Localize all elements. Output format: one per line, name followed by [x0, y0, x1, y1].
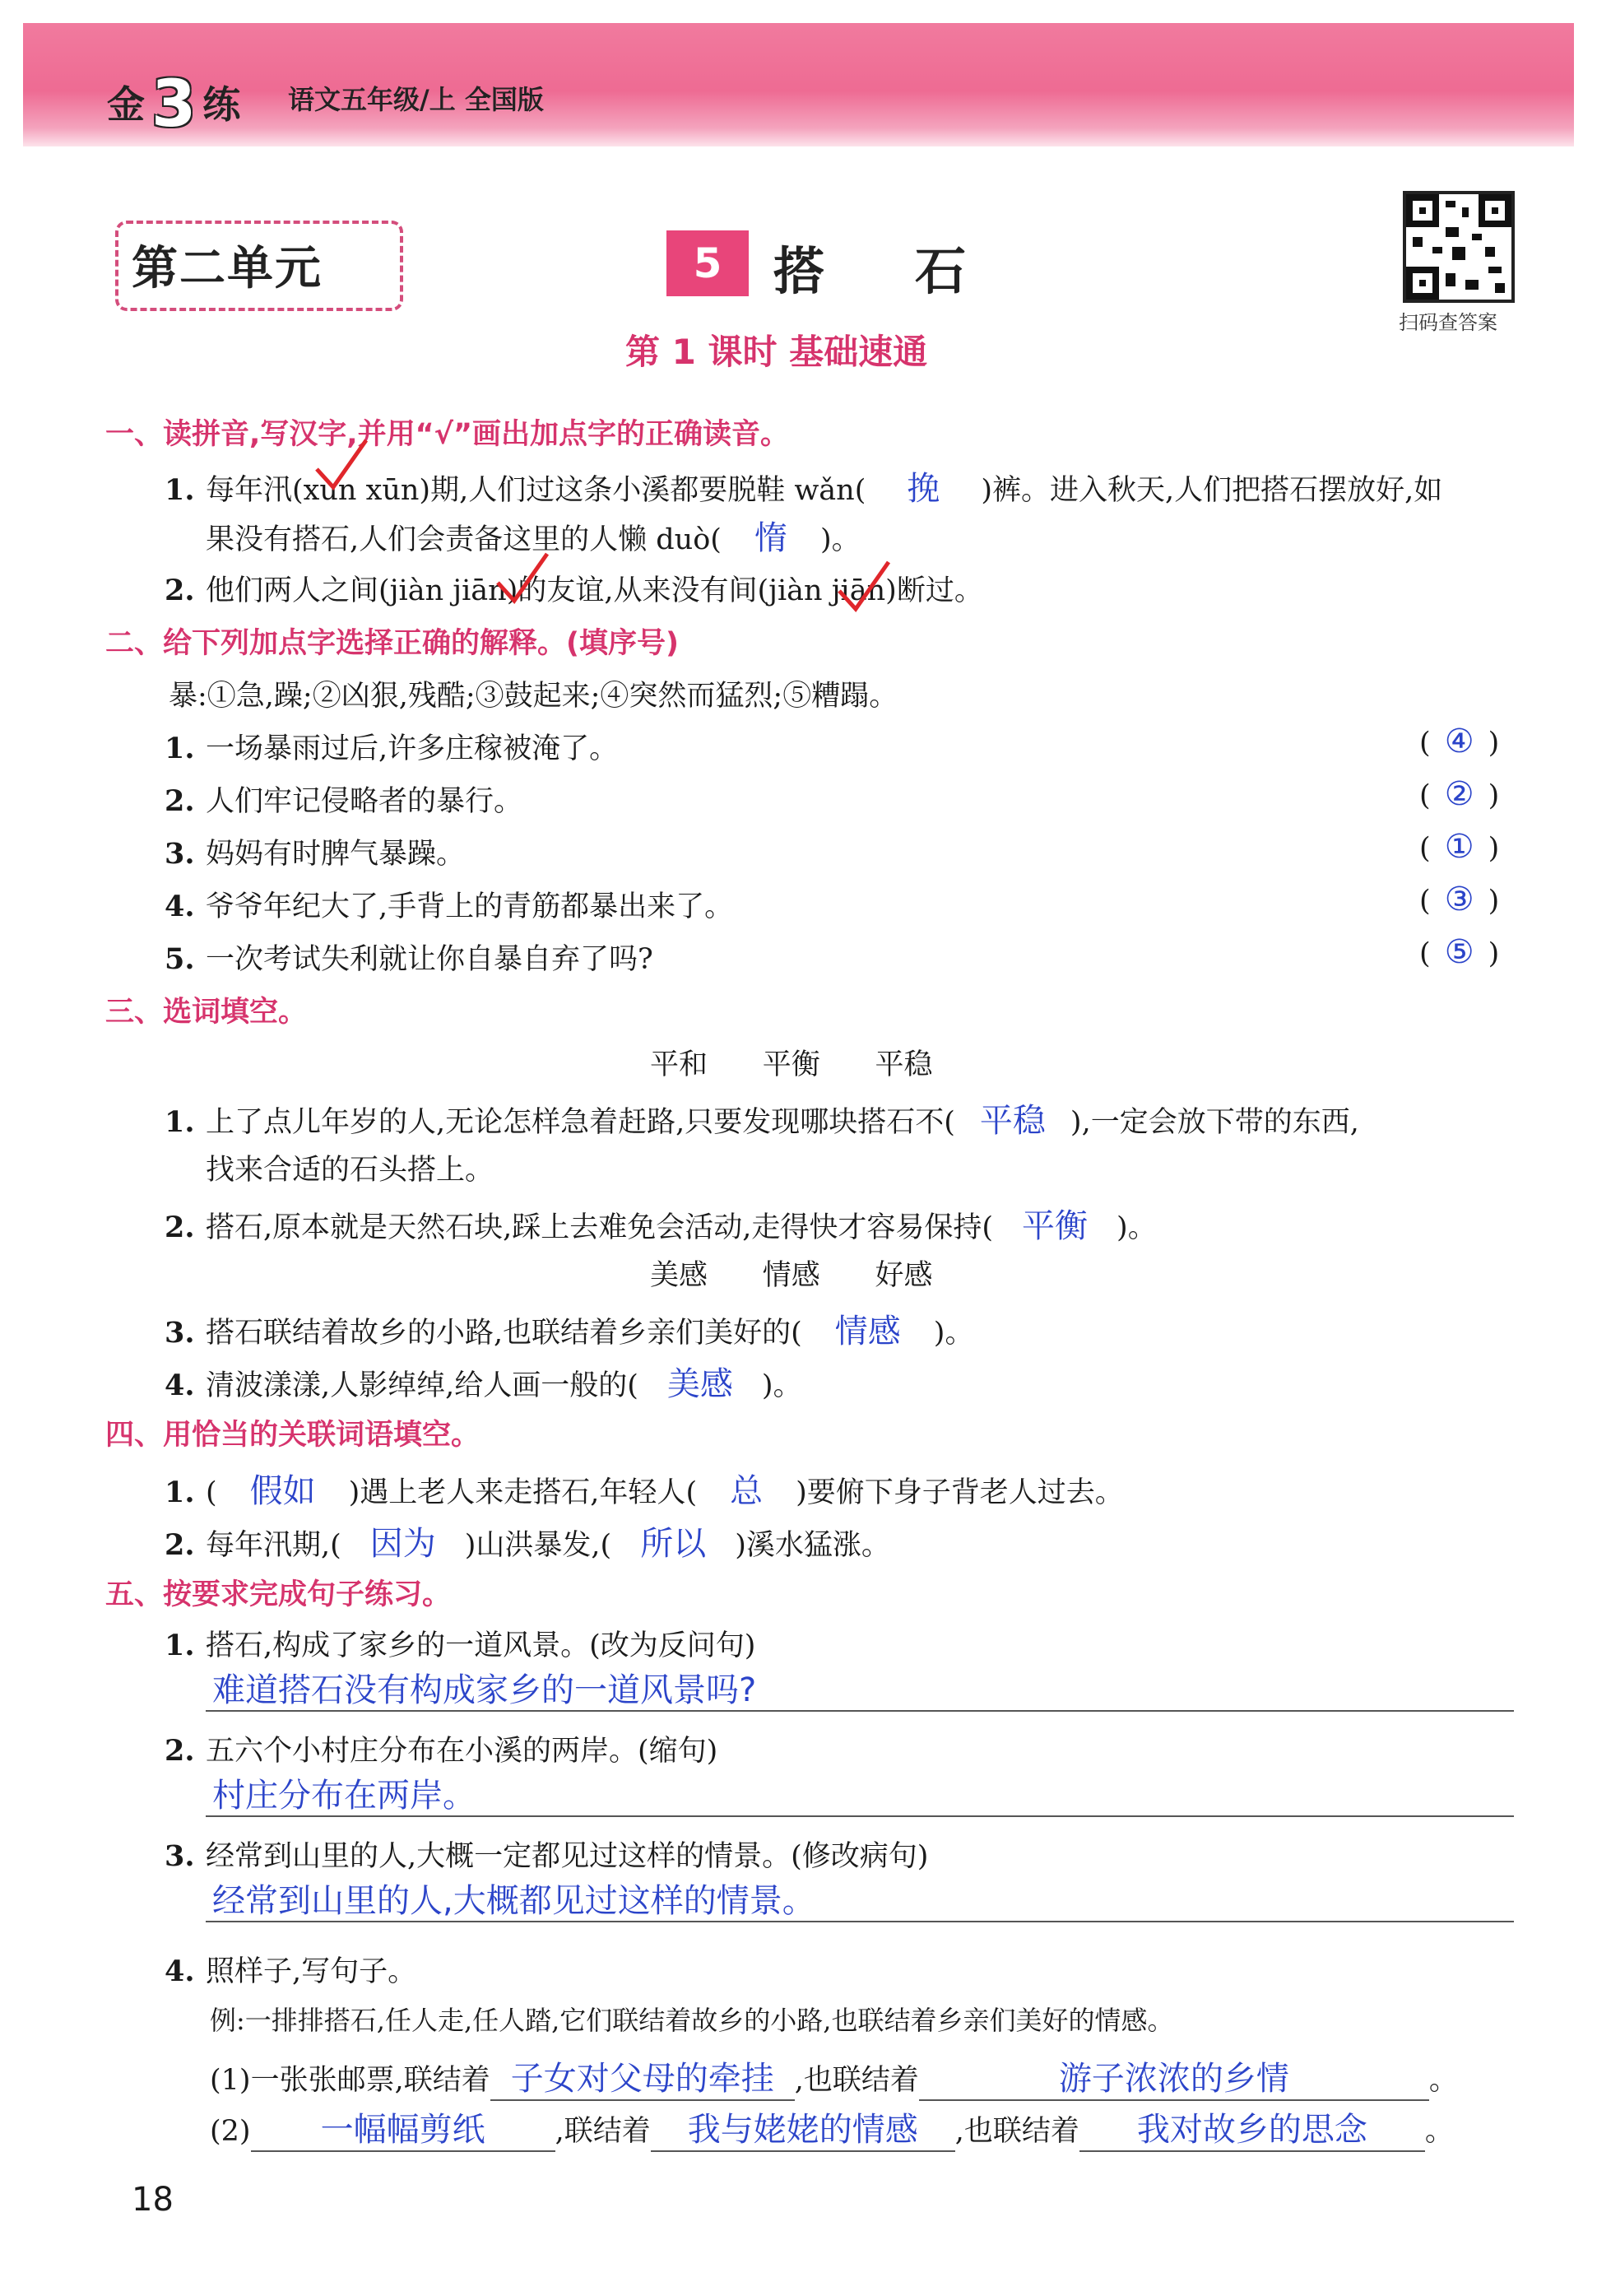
- item-number: 3.: [165, 837, 195, 871]
- s3-q1-line2: 找来合适的石头搭上。: [206, 1154, 494, 1187]
- s4-q2-answer2: 所以: [640, 1525, 707, 1563]
- s5-p1-end: 。: [1428, 2064, 1458, 2097]
- s1-q1-line1: 1. 每年汛(xùn xūn)期,人们过这条小溪都要脱鞋 wǎn( 挽 )裤。进入秋天,人们把搭石摆放好,如: [165, 462, 1442, 509]
- answer-bracket: ( ① ): [1419, 828, 1500, 866]
- s5-q3-prompt: 3. 经常到山里的人,大概一定都见过这样的情景。(修改病句): [165, 1839, 929, 1873]
- check-mark-icon: [835, 558, 893, 616]
- item-text: 妈妈有时脾气暴躁。: [206, 838, 466, 871]
- s3-q3-end: )。: [933, 1317, 974, 1350]
- s5-q3-text: 经常到山里的人,大概一定都见过这样的情景。(修改病句): [206, 1840, 929, 1873]
- s3-q2-text: 搭石,原本就是天然石块,踩上去难免会活动,走得快才容易保持(: [206, 1211, 994, 1244]
- item-answer: ②: [1444, 775, 1474, 813]
- s3-q2-line: 2. 搭石,原本就是天然石块,踩上去难免会活动,走得快才容易保持( 平衡 )。: [165, 1200, 1157, 1247]
- item-answer: ①: [1444, 828, 1474, 866]
- answer-bracket: ( ③ ): [1419, 881, 1500, 918]
- s5-q3-answer: 经常到山里的人,大概都见过这样的情景。: [212, 1882, 815, 1920]
- word-choices-2: 美感 情感 好感: [650, 1259, 933, 1292]
- word-choices-1: 平和 平衡 平稳: [650, 1048, 933, 1081]
- s1-q1a-text: 每年汛(xùn xūn)期,人们过这条小溪都要脱鞋 wǎn(: [206, 474, 866, 507]
- s5-q1-answer: 难道搭石没有构成家乡的一道风景吗?: [212, 1671, 757, 1709]
- item-answer: ④: [1444, 723, 1474, 760]
- s5-p2-mid1: ,联结着: [555, 2115, 651, 2148]
- section-5-title: 五、按要求完成句子练习。: [105, 1578, 452, 1611]
- answer-line: [206, 1710, 1514, 1712]
- s3-q1-answer: 平稳: [979, 1102, 1046, 1140]
- page-number: 18: [132, 2181, 174, 2219]
- s5-p2-answer1: 一幅幅剪纸: [251, 2103, 555, 2152]
- s5-p2-pre: (2): [210, 2115, 251, 2148]
- list-item: [165, 884, 733, 925]
- s4-q1-answer1: 假如: [249, 1472, 316, 1510]
- s4-q2-pre: 每年汛期,(: [206, 1529, 341, 1562]
- list-item: [165, 831, 465, 872]
- s3-q1-text: 上了点儿年岁的人,无论怎样急着赶路,只要发现哪块搭石不(: [206, 1106, 955, 1139]
- book-subtitle: 语文五年级/上 全国版: [288, 84, 544, 115]
- s1-q2-line: 2. 他们两人之间(jiàn jiān)的友谊,从来没有间(jiàn jiān)断过。: [165, 574, 983, 607]
- item-number: 2.: [165, 784, 195, 818]
- item-text: 人们牢记侵略者的暴行。: [206, 785, 523, 818]
- s1-q1b-answer: 惰: [754, 519, 787, 557]
- unit-label: 第二单元: [132, 242, 323, 295]
- s3-q3-text: 搭石联结着故乡的小路,也联结着乡亲们美好的(: [206, 1317, 802, 1350]
- s4-q2-line: 2. 每年汛期,( 因为 )山洪暴发,( 所以 )溪水猛涨。: [165, 1517, 890, 1564]
- section-4-title: 四、用恰当的关联词语填空。: [105, 1419, 480, 1452]
- s3-q1-line1: 1. 上了点儿年岁的人,无论怎样急着赶路,只要发现哪块搭石不( 平稳 ),一定会放下带的东西,: [165, 1095, 1359, 1141]
- s4-q2-answer1: 因为: [369, 1525, 436, 1563]
- brand-left: 金: [107, 82, 145, 127]
- answer-bracket: ( ④ ): [1419, 723, 1500, 760]
- s2-gloss: 暴:①急,躁;②凶狠,残酷;③鼓起来;④突然而猛烈;⑤糟蹋。: [169, 680, 898, 713]
- item-text: 爷爷年纪大了,手背上的青筋都暴出来了。: [206, 890, 734, 923]
- s5-q4-text: 照样子,写句子。: [206, 1955, 417, 1988]
- item-answer: ⑤: [1444, 933, 1474, 971]
- check-mark-icon: [313, 436, 370, 494]
- s5-p2-line: [210, 2103, 1543, 2152]
- item-number: 5.: [165, 942, 195, 976]
- s5-q2-answer: 村庄分布在两岸。: [212, 1777, 476, 1815]
- s3-q4-end: )。: [761, 1369, 802, 1402]
- s5-p2-answer3: 我对故乡的思念: [1079, 2103, 1425, 2152]
- s5-p2-answer2: 我与姥姥的情感: [651, 2103, 955, 2152]
- answer-line: [206, 1921, 1514, 1922]
- s3-q1-end: ),一定会放下带的东西,: [1070, 1106, 1359, 1139]
- s4-q2-mid: )山洪暴发,(: [464, 1529, 612, 1562]
- s5-p1-answer2: 游子浓浓的乡情: [919, 2052, 1429, 2101]
- s3-q4-line: 4. 清波漾漾,人影绰绰,给人画一般的( 美感 )。: [165, 1358, 802, 1405]
- section-3-title: 三、选词填空。: [105, 996, 308, 1029]
- s5-p2-end: 。: [1424, 2115, 1454, 2148]
- s1-q2-text: 他们两人之间(jiàn jiān)的友谊,从来没有间(jiàn jiān)断过。: [206, 574, 983, 607]
- s5-q1-text: 搭石,构成了家乡的一道风景。(改为反问句): [206, 1629, 756, 1662]
- s1-q1a-end: )裤。进入秋天,人们把搭石摆放好,如: [981, 474, 1443, 507]
- s1-q1b-end: )。: [819, 523, 861, 556]
- s4-q1-mid: )遇上老人来走搭石,年轻人(: [348, 1476, 698, 1509]
- lesson-title: 搭石: [773, 241, 1057, 301]
- item-number: 1.: [165, 732, 195, 765]
- qr-code-icon[interactable]: [1403, 191, 1515, 303]
- header-banner: [23, 23, 1574, 146]
- section-1-title: 一、读拼音,写汉字,并用“√”画出加点字的正确读音。: [105, 418, 789, 451]
- s5-p1-mid: ,也联结着: [794, 2064, 919, 2097]
- s5-example: 例:一排排搭石,任人走,任人踏,它们联结着故乡的小路,也联结着乡亲们美好的情感。: [210, 2005, 1174, 2036]
- list-item: [165, 937, 653, 978]
- list-item: [165, 726, 618, 767]
- s3-q2-end: )。: [1117, 1211, 1157, 1244]
- item-answer: ③: [1444, 881, 1474, 918]
- s4-q1-end: )要俯下身子背老人过去。: [796, 1476, 1124, 1509]
- s3-q3-answer: 情感: [834, 1313, 901, 1350]
- item-number: 4.: [165, 890, 195, 923]
- s3-q3-line: 3. 搭石联结着故乡的小路,也联结着乡亲们美好的( 情感 )。: [165, 1305, 973, 1352]
- s5-q1-prompt: 1. 搭石,构成了家乡的一道风景。(改为反问句): [165, 1629, 756, 1662]
- s3-q4-text: 清波漾漾,人影绰绰,给人画一般的(: [206, 1369, 638, 1402]
- brand-right: 练: [202, 82, 241, 127]
- list-item: [165, 779, 522, 820]
- s5-q4-prompt: 4. 照样子,写句子。: [165, 1954, 417, 1988]
- answer-bracket: ( ⑤ ): [1419, 933, 1500, 971]
- item-text: 一场暴雨过后,许多庄稼被淹了。: [206, 732, 619, 765]
- s3-q4-answer: 美感: [666, 1365, 733, 1403]
- s4-q2-end: )溪水猛涨。: [735, 1529, 890, 1562]
- s4-q1-line: 1. ( 假如 )遇上老人来走搭石,年轻人( 总 )要俯下身子背老人过去。: [165, 1465, 1124, 1512]
- lesson-number: 5: [666, 230, 749, 296]
- check-mark-icon: [494, 550, 551, 607]
- answer-line: [206, 1815, 1514, 1817]
- brand-logo: [107, 59, 241, 142]
- s5-q2-prompt: 2. 五六个小村庄分布在小溪的两岸。(缩句): [165, 1734, 718, 1768]
- s5-p1-answer1: 子女对父母的牵挂: [490, 2052, 795, 2101]
- s5-p2-mid2: ,也联结着: [954, 2115, 1079, 2148]
- answer-bracket: ( ② ): [1419, 775, 1500, 813]
- item-text: 一次考试失利就让你自暴自弃了吗?: [206, 943, 653, 976]
- s1-q1a-answer: 挽: [907, 470, 940, 508]
- qr-caption: 扫码查答案: [1399, 311, 1497, 334]
- s5-q2-text: 五六个小村庄分布在小溪的两岸。(缩句): [206, 1735, 718, 1768]
- s5-p1-pre: (1)一张张邮票,联结着: [210, 2064, 490, 2097]
- s1-q1b-text: 果没有搭石,人们会责备这里的人懒 duò(: [206, 523, 722, 556]
- section-2-title: 二、给下列加点字选择正确的解释。(填序号): [105, 627, 679, 660]
- s5-p1-line: [210, 2052, 1543, 2101]
- s3-q2-answer: 平衡: [1022, 1207, 1089, 1245]
- session-title: 第 1 课时 基础速通: [625, 332, 928, 372]
- s4-q1-answer2: 总: [730, 1472, 764, 1510]
- brand-number: 3: [151, 67, 197, 142]
